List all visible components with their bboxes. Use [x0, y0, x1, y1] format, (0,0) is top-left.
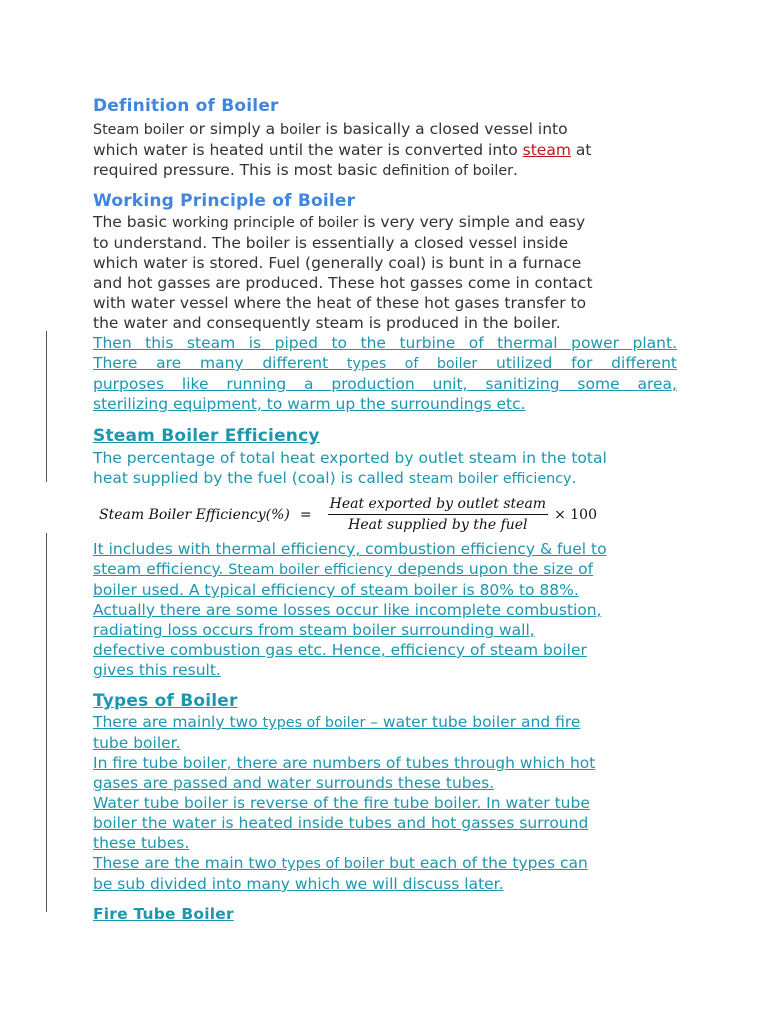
types-heading[interactable]: Types of Boiler — [93, 691, 238, 711]
steam-link[interactable]: steam — [522, 141, 571, 159]
document-page — [93, 96, 677, 924]
efficiency-heading[interactable]: Steam Boiler Efficiency — [93, 426, 320, 446]
formula-equals: = — [299, 506, 312, 523]
efficiency-paragraph[interactable]: It includes with thermal efficiency, combustion efficiency & fuel to steam efficiency. Steam boiler efficiency depends upon the size of boiler used. A typical efficiency of steam boiler is 80% to 88%. Actually there are some losses occur like incomplete combustion, radiating loss occurs from steam boiler surrounding wall, defective combustion gas etc. Hence, efficiency of steam boiler gives this result. — [93, 540, 607, 679]
efficiency-formula — [99, 496, 677, 533]
definition-paragraph: Steam boiler or simply a boiler is basically a closed vessel into which water is heated until the water is converted into steam at required pressure. This is most basic definition of boiler. — [93, 120, 592, 179]
formula-numerator: Heat exported by outlet steam — [328, 496, 548, 515]
change-bar — [46, 331, 47, 482]
change-bar — [46, 533, 47, 912]
formula-fraction — [328, 496, 548, 533]
working-principle-heading: Working Principle of Boiler — [93, 191, 356, 211]
formula-multiplier: × 100 — [554, 506, 597, 523]
fire-tube-heading[interactable]: Fire Tube Boiler — [93, 905, 234, 923]
definition-heading: Definition of Boiler — [93, 96, 279, 116]
working-principle-link-text[interactable]: Then this steam is piped to the turbine of thermal power plant. There are many different types of boiler utilized for different purposes like running a production unit, sanitizing some area, sterilizing equipment, to warm up the surroundings etc. — [93, 334, 677, 413]
formula-denominator: Heat supplied by the fuel — [348, 517, 528, 533]
types-paragraph[interactable]: There are mainly two types of boiler – water tube boiler and fire tube boiler. In fire tube boiler, there are numbers of tubes through which hot gases are passed and water surrounds these tubes. Water tube boiler is reverse of the fire tube boiler. In water tube boiler the water is heated inside tubes and hot gasses surround these tubes. These are the main two types of boiler but each of the types can be sub divided into many which we will discuss later. — [93, 713, 596, 893]
formula-lhs: Steam Boiler Efficiency(%) — [99, 506, 290, 523]
working-principle-paragraph: The basic working principle of boiler is very very simple and easy to understand. The boiler is essentially a closed vessel inside which water is stored. Fuel (generally coal) is bunt in a furnace and hot gasses are produced. These hot gasses come in contact with water vessel where the heat of these hot gases transfer to the water and consequently steam is produced in the boiler. — [93, 213, 593, 332]
efficiency-intro[interactable]: The percentage of total heat exported by outlet steam in the total heat supplied by the fuel (coal) is called steam boiler efficiency. — [93, 449, 607, 487]
